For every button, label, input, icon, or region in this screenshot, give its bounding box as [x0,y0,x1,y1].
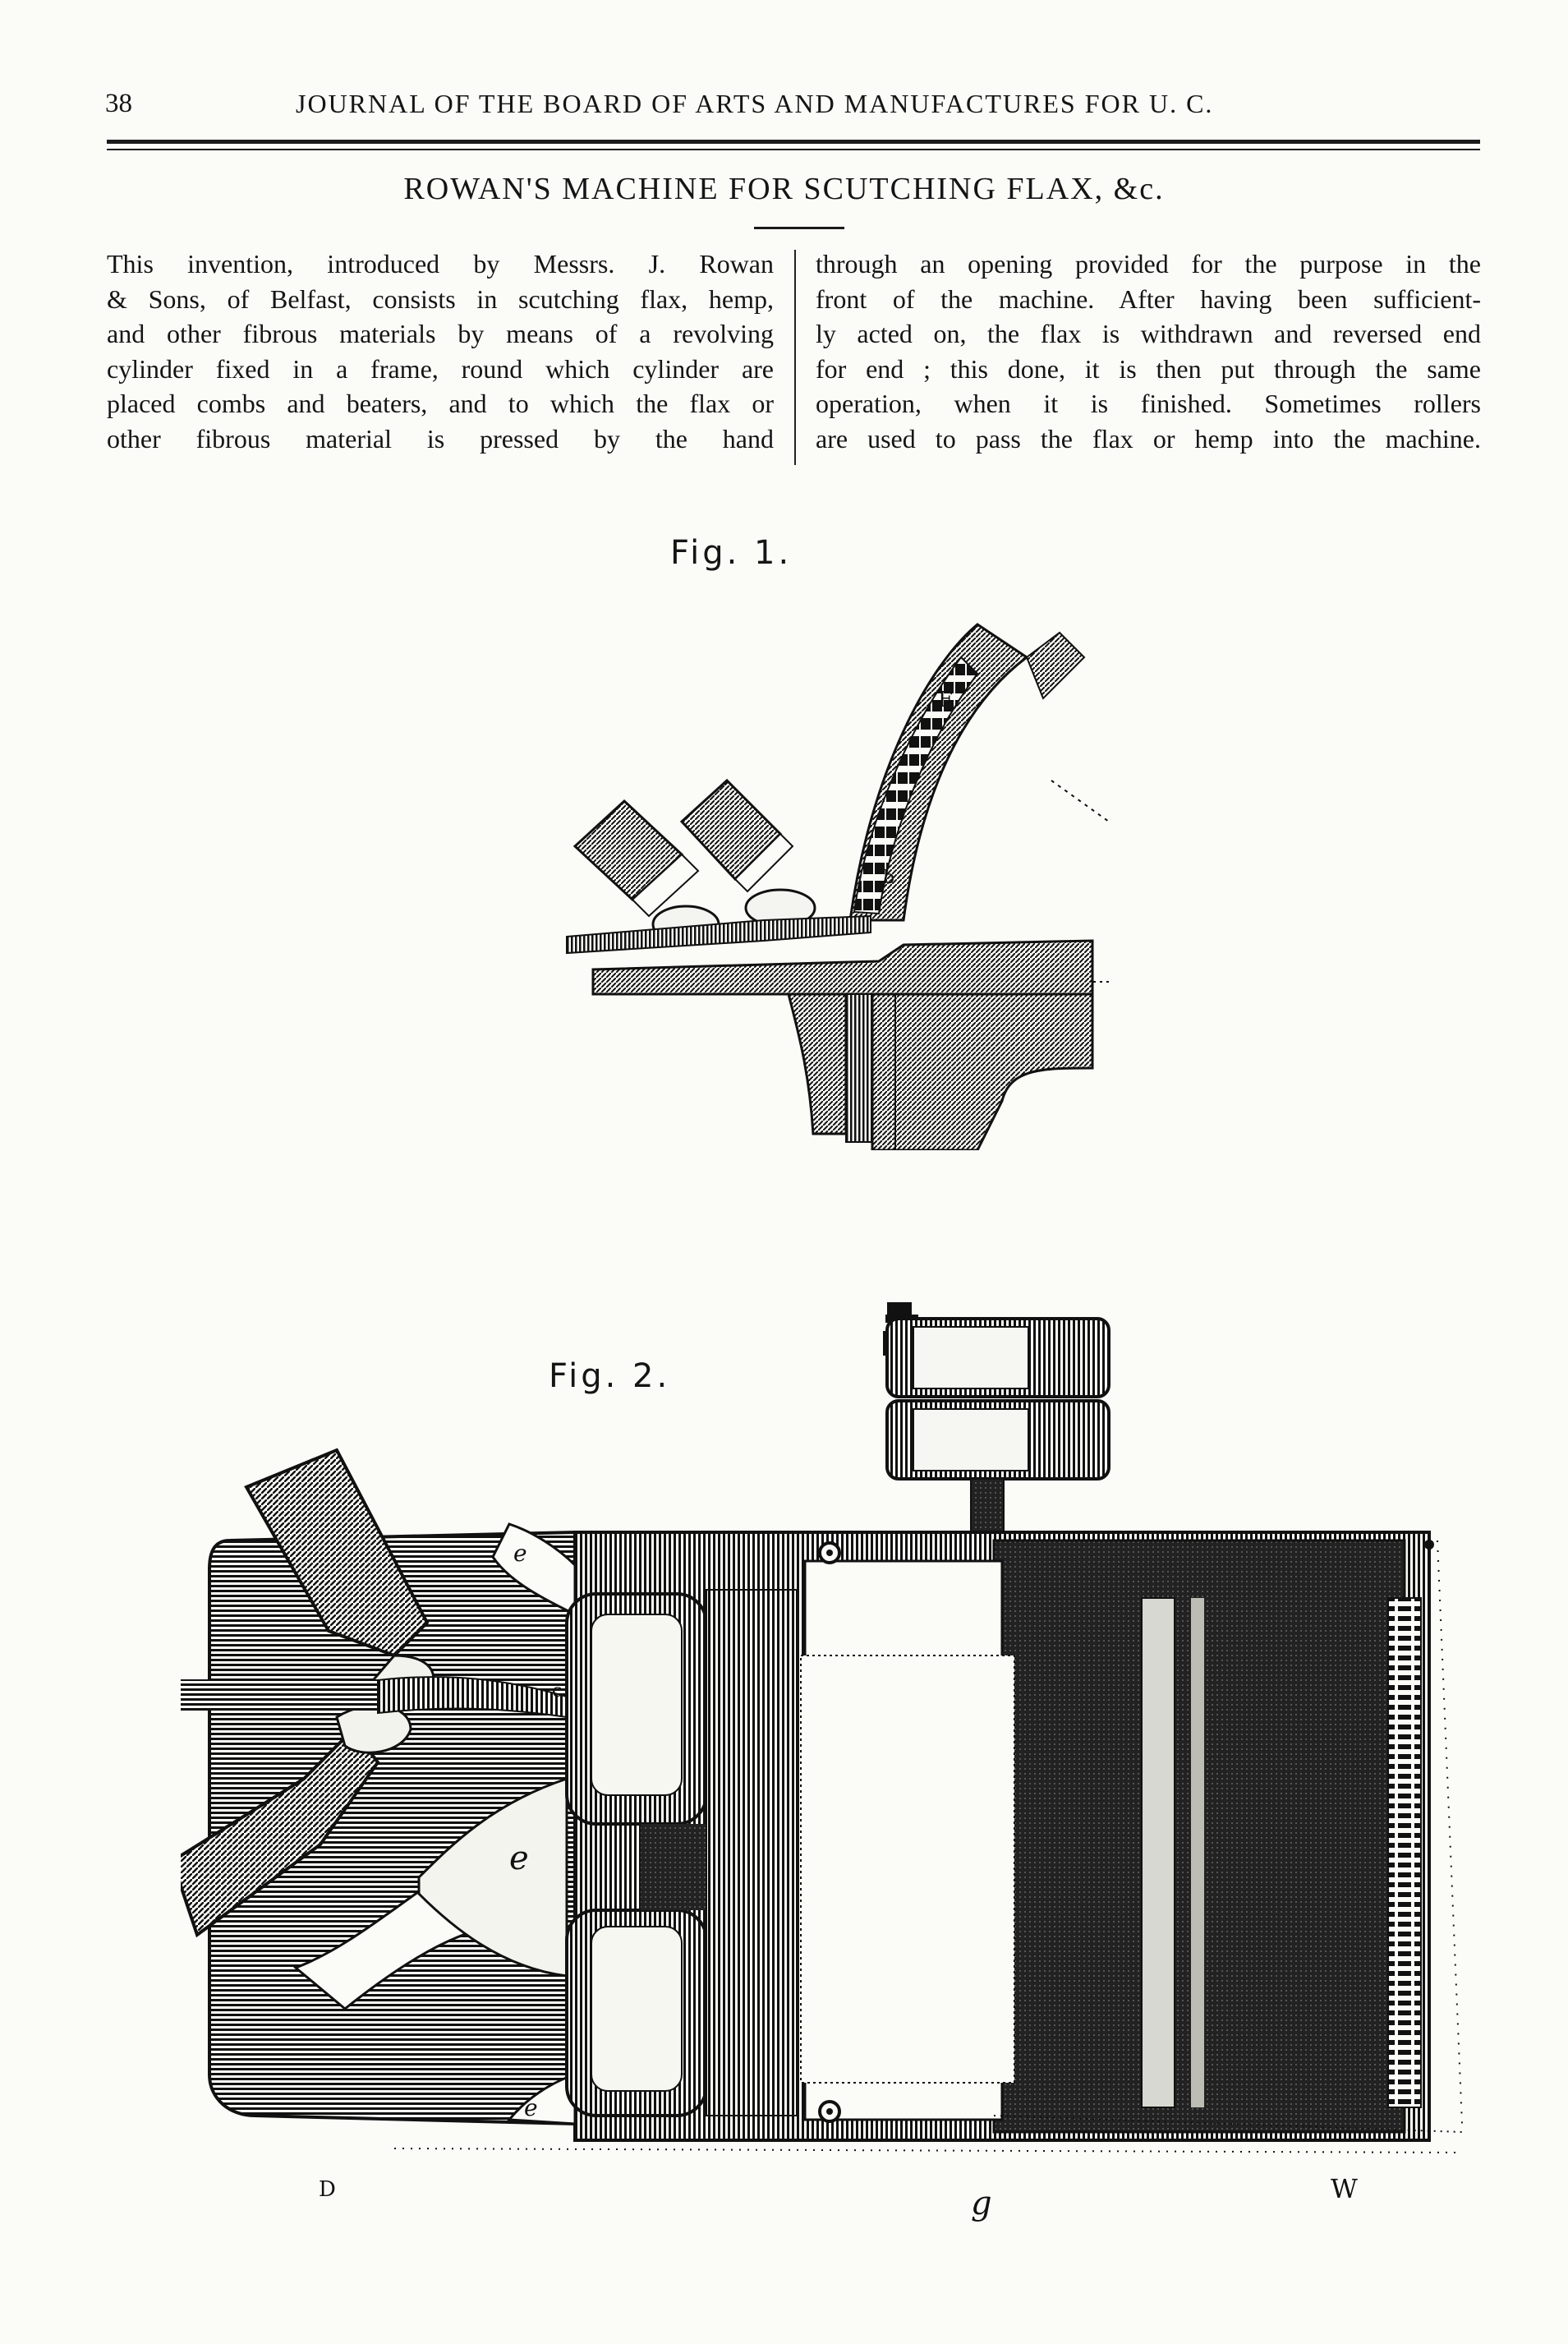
header-rule-thin [107,149,1480,150]
title-divider [754,227,844,229]
figure-letter: b [883,868,895,888]
figure-letter: W [1331,2173,1358,2204]
body-line: other fibrous material is pressed by the hand [107,423,774,454]
running-title: JOURNAL OF THE BOARD OF ARTS AND MANUFACTURES FOR U. C. [296,89,1214,118]
figure-letter: D [319,2177,336,2202]
figure-letter: g [971,2185,992,2222]
body-line: operation, when it is finished. Sometimes rollers [816,389,1481,418]
column-divider [794,250,796,465]
body-line: for end ; this done, it is then put through the same [816,353,1481,384]
body-line: placed combs and beaters, and to which the flax or [107,389,774,418]
body-line: are used to pass the flax or hemp into the machine. [816,423,1481,454]
body-column-left [107,246,774,456]
body-line: through an opening provided for the purpose in the [816,249,1481,279]
figure-letter: c [552,1681,563,1702]
feed-table [593,941,1092,994]
body-line: cylinder fixed in a frame, round which cylinder are [107,353,774,384]
figure-2-engraving [181,1269,1470,2227]
body-line: and other fibrous materials by means of a revolving [107,319,774,348]
figure-letter: e [513,1540,527,1567]
article-title: ROWAN'S MACHINE FOR SCUTCHING FLAX, &c. [403,172,1165,206]
figure-1-caption: Fig. 1. [670,534,793,572]
flax-bundle [181,1680,402,1710]
figure-1-engraving [517,608,1109,1150]
body-line: This invention, introduced by Messrs. J. Rowan [107,249,774,279]
figure-letter: e [524,2094,538,2121]
figure-2-caption: Fig. 2. [549,1357,671,1395]
page-number: 38 [105,89,132,118]
body-line: & Sons, of Belfast, consists in scutching flax, hemp, [107,283,774,314]
body-line: ly acted on, the flax is withdrawn and reversed end [816,319,1481,348]
header-rule [107,140,1480,144]
body-column-right [816,246,1481,456]
figure-letter: F [938,688,954,712]
figure-letter: e [509,1840,529,1877]
body-line: front of the machine. After having been sufficient- [816,283,1481,314]
